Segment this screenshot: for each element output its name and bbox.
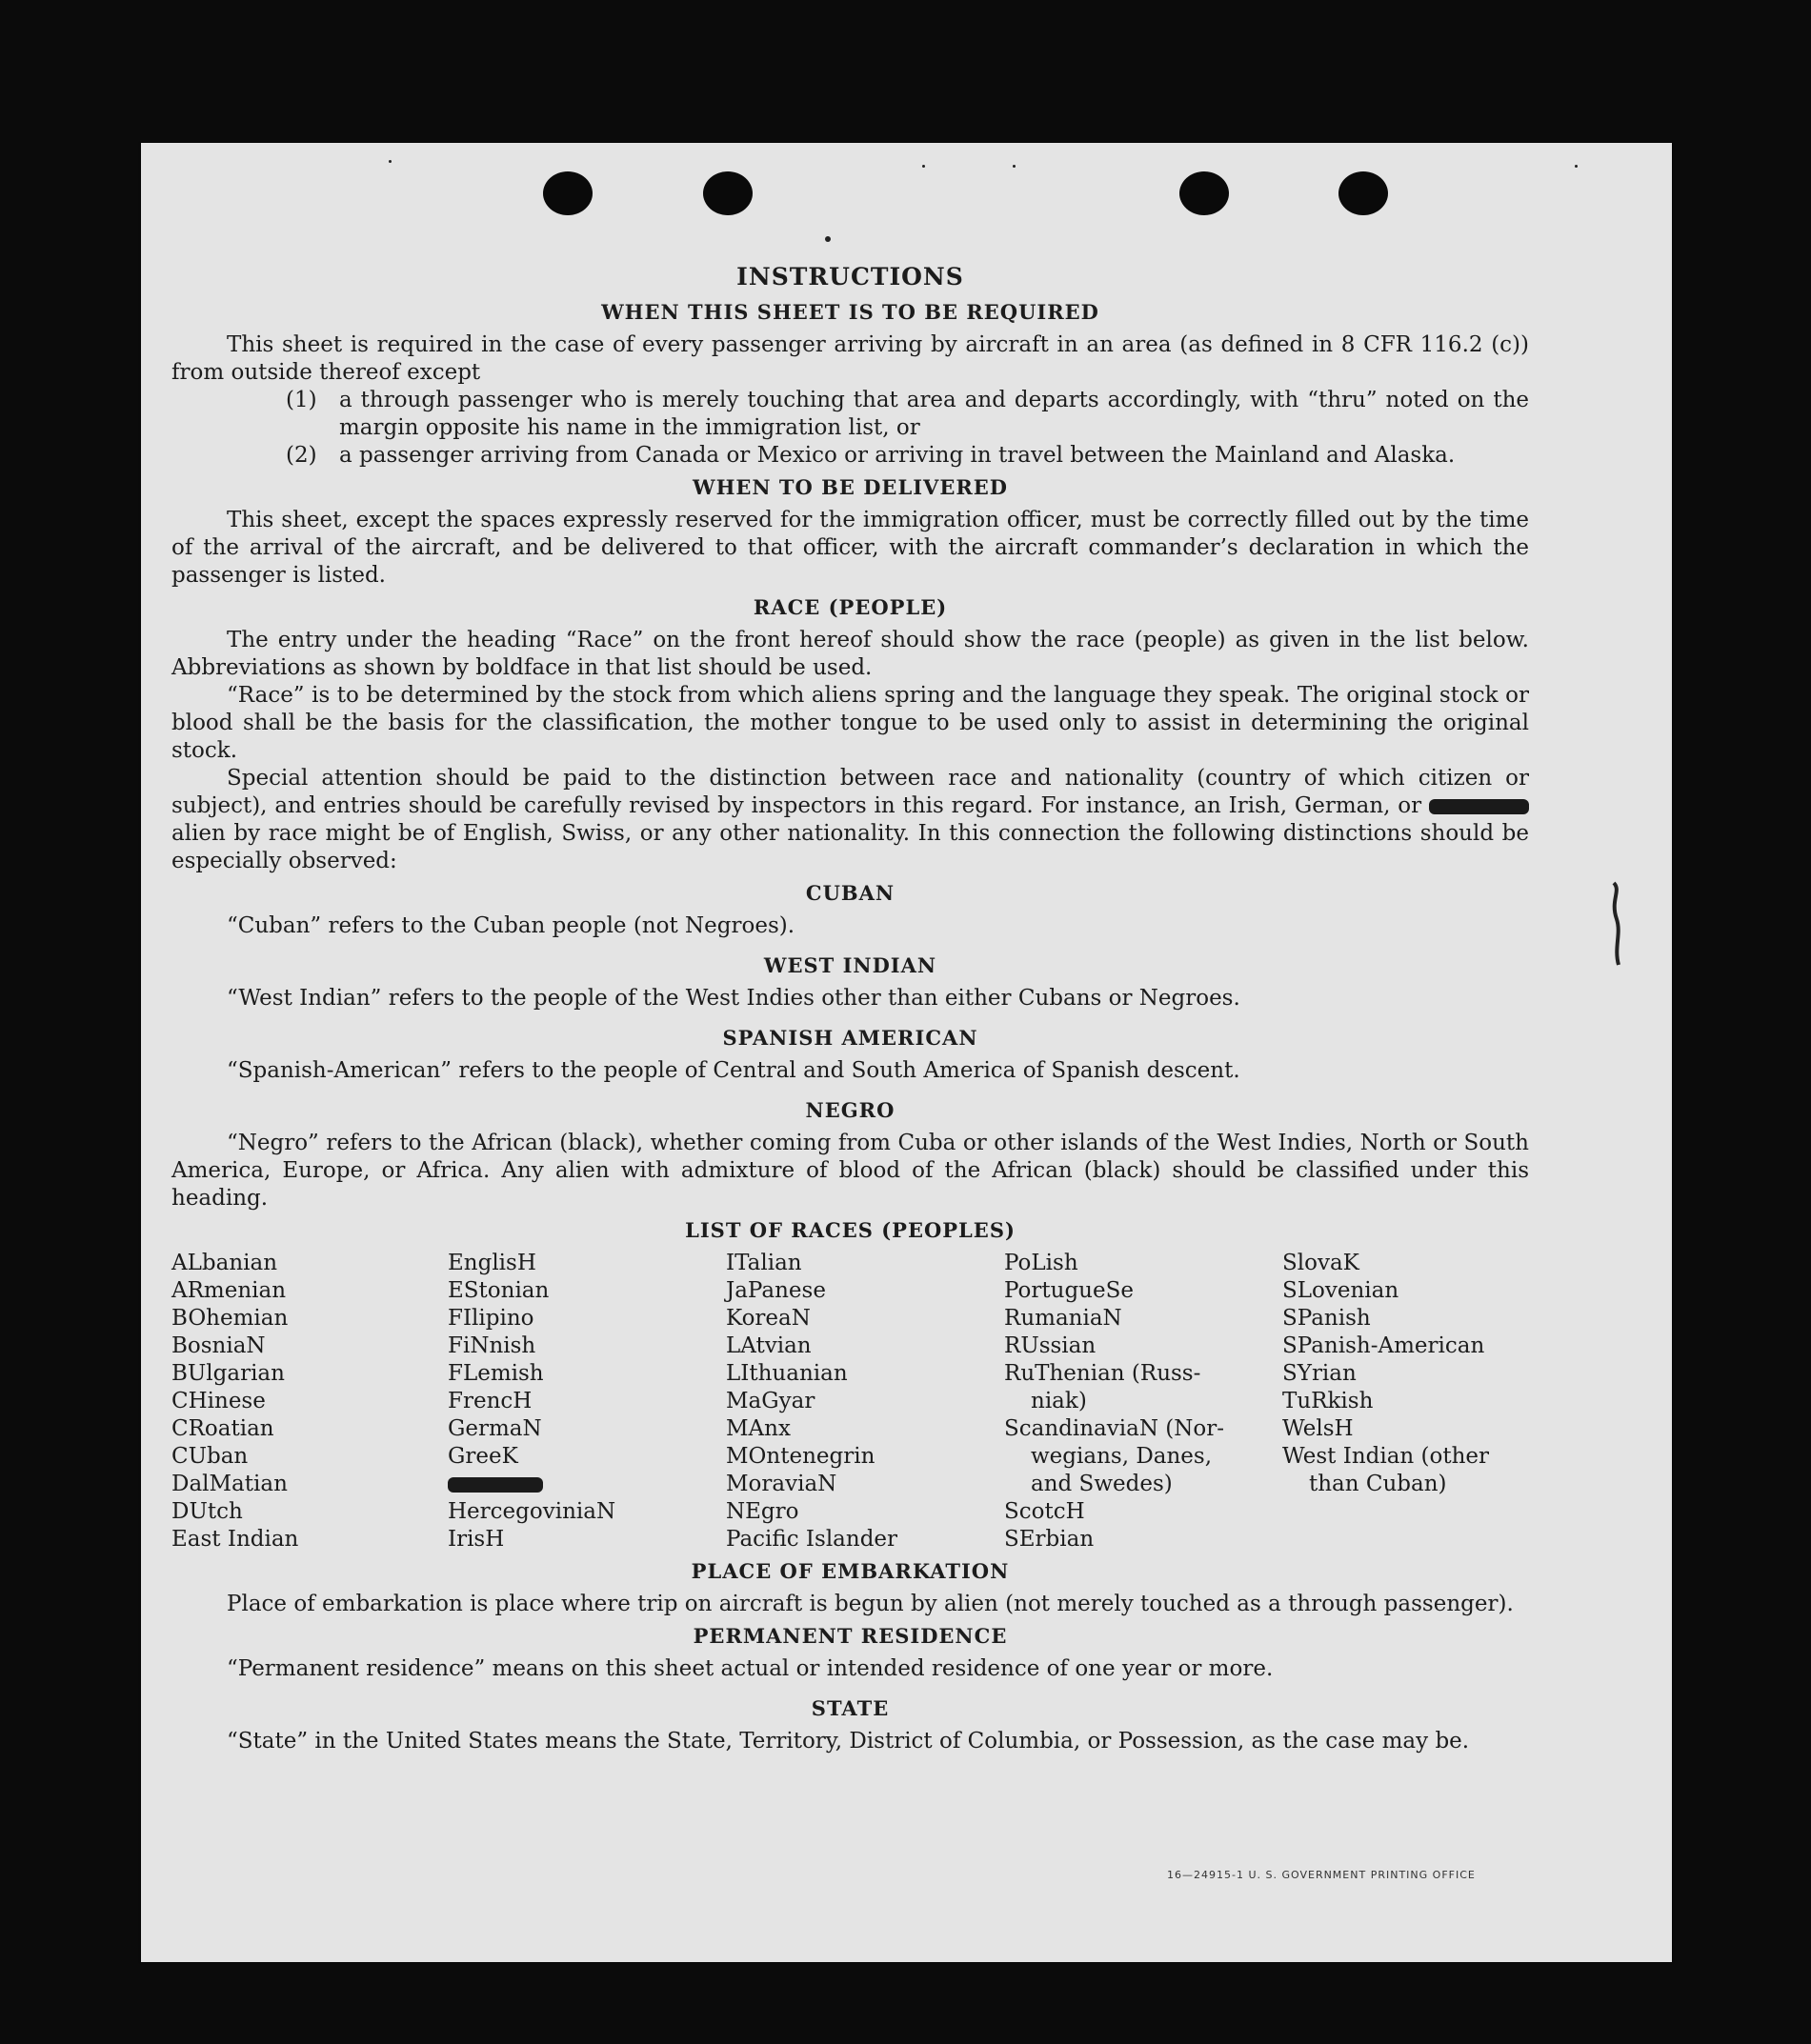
speck [825,236,831,242]
heading-cuban: CUBAN [805,881,895,905]
race-entry: SErbian [1004,1527,1095,1552]
race-entry: MoraviaN [726,1472,837,1496]
heading-permanent-residence: PERMANENT RESIDENCE [693,1624,1008,1648]
race-entry: ScandinaviaN (Nor- [1004,1416,1224,1441]
race-entry-continued: than Cuban) [1309,1472,1447,1496]
race-entry: BosniaN [171,1333,266,1358]
race-entry: RUssian [1004,1333,1097,1358]
punch-hole [1179,171,1229,215]
race-paragraph-3b: alien by race might be of English, Swiss, or any other nationality. In this connection the following distinctions should be especially observed: [171,821,1529,873]
race-entry: Pacific Islander [726,1527,898,1552]
required-intro: This sheet is required in the case of every passenger arriving by aircraft in an area (as defined in 8 CFR 116.2 (c)) from outside thereof except [171,332,1529,385]
race-entry: LIthuanian [726,1361,848,1386]
races-column [1282,1250,1520,1553]
speck [922,165,925,168]
race-entry: KoreaN [726,1306,811,1331]
document-body [171,257,1529,1755]
punch-hole [703,171,753,215]
race-entry-continued: niak) [1031,1389,1087,1413]
heading-delivered: WHEN TO BE DELIVERED [692,475,1008,499]
item-number: (1) [286,388,317,412]
heading-required: WHEN THIS SHEET IS TO BE REQUIRED [601,300,1099,324]
heading-embarkation: PLACE OF EMBARKATION [691,1559,1010,1583]
heading-spanish-american: SPANISH AMERICAN [722,1026,978,1050]
race-paragraph-1: The entry under the heading “Race” on the front hereof should show the race (people) as given in the list below. Abbreviations as shown by boldface in that list should be used. [171,628,1529,680]
race-entry: SLovenian [1282,1278,1399,1303]
west-indian-text: “West Indian” refers to the people of the West Indies other than either Cubans or Negroes. [227,986,1240,1011]
races-column [448,1250,726,1553]
race-entry: WelsH [1282,1416,1354,1441]
race-entry: ARmenian [171,1278,287,1303]
race-entry: ALbanian [171,1251,278,1275]
residence-text: “Permanent residence” means on this sheet actual or intended residence of one year or more. [227,1656,1274,1681]
list-item [286,442,1529,470]
item-text: a passenger arriving from Canada or Mexico or arriving in travel between the Mainland and Alaska. [339,443,1456,468]
race-entry: MaGyar [726,1389,815,1413]
redaction-mark [448,1477,543,1493]
race-entry: PoLish [1004,1251,1078,1275]
spanish-american-text: “Spanish-American” refers to the people of Central and South America of Spanish descent. [227,1058,1240,1083]
race-entry: GermaN [448,1416,542,1441]
heading-negro: NEGRO [805,1098,895,1122]
speck [1013,165,1016,168]
document-title: INSTRUCTIONS [736,263,964,291]
race-entry: CHinese [171,1389,266,1413]
race-entry: NEgro [726,1499,799,1524]
race-entry: EStonian [448,1278,550,1303]
race-entry: RumaniaN [1004,1306,1122,1331]
race-entry: FLemish [448,1361,544,1386]
punch-hole [543,171,593,215]
heading-west-indian: WEST INDIAN [763,953,937,977]
list-item [286,387,1529,442]
race-entry: GreeK [448,1444,518,1469]
redaction-mark [1429,799,1529,814]
race-entry: SYrian [1282,1361,1357,1386]
race-entry-continued: and Swedes) [1031,1472,1173,1496]
race-entry: BUlgarian [171,1361,285,1386]
item-number: (2) [286,443,317,468]
race-entry: East Indian [171,1527,299,1552]
heading-state: STATE [811,1696,890,1720]
race-entry: LAtvian [726,1333,812,1358]
races-column [171,1250,448,1553]
race-entry: JaPanese [726,1278,826,1303]
race-entry: RuThenian (Russ- [1004,1361,1201,1386]
race-entry: MOntenegrin [726,1444,875,1469]
race-entry: SPanish [1282,1306,1371,1331]
negro-text: “Negro” refers to the African (black), whether coming from Cuba or other islands of the West Indies, North or South America, Europe, or Africa. Any alien with admixture of blood of the African (black) should be classified under this heading. [171,1131,1529,1211]
race-entry: IrisH [448,1527,505,1552]
heading-race: RACE (PEOPLE) [753,595,948,619]
speck [1575,165,1578,168]
race-entry: SlovaK [1282,1251,1359,1275]
speck [389,160,392,163]
delivered-text: This sheet, except the spaces expressly reserved for the immigration officer, must be correctly filled out by the time of the arrival of the aircraft, and be delivered to that officer, with the aircraft commander’s declaration in which the passenger is listed. [171,508,1529,588]
redacted-entry [448,1471,726,1498]
race-paragraph-3 [171,765,1529,875]
race-entry: CRoatian [171,1416,274,1441]
printer-imprint: 16—24915-1 U. S. GOVERNMENT PRINTING OFFICE [1167,1869,1476,1881]
race-entry: West Indian (other [1282,1444,1490,1469]
races-list [171,1250,1529,1553]
race-entry: BOhemian [171,1306,289,1331]
race-entry: DUtch [171,1499,243,1524]
race-entry: MAnx [726,1416,791,1441]
race-entry: SPanish-American [1282,1333,1485,1358]
cuban-text: “Cuban” refers to the Cuban people (not Negroes). [227,913,795,938]
race-paragraph-2: “Race” is to be determined by the stock from which aliens spring and the language they speak. The original stock or blood shall be the basis for the classification, the mother tongue to be used only to assist in determining the original stock. [171,683,1529,763]
heading-list-of-races: LIST OF RACES (PEOPLES) [685,1218,1016,1242]
race-entry: EnglisH [448,1251,536,1275]
race-entry: ITalian [726,1251,802,1275]
race-entry: FIlipino [448,1306,534,1331]
race-entry: ScotcH [1004,1499,1085,1524]
race-entry: DalMatian [171,1472,288,1496]
race-entry: TuRkish [1282,1389,1374,1413]
item-text: a through passenger who is merely touching that area and departs accordingly, with “thru” noted on the margin opposite his name in the immigration list, or [339,388,1529,440]
punch-hole [1338,171,1388,215]
staple-mark [1608,881,1625,967]
race-entry: PortugueSe [1004,1278,1134,1303]
races-column [1004,1250,1282,1553]
races-column [726,1250,1004,1553]
race-entry: CUban [171,1444,249,1469]
embarkation-text: Place of embarkation is place where trip on aircraft is begun by alien (not merely touched as a through passenger). [227,1592,1514,1616]
state-text: “State” in the United States means the State, Territory, District of Columbia, or Possession, as the case may be. [227,1729,1470,1753]
race-paragraph-3a: Special attention should be paid to the distinction between race and nationality (country of which citizen or subject), and entries should be carefully revised by inspectors in this regard. For instance, an Irish, German, or [171,766,1529,818]
race-entry: FrencH [448,1389,533,1413]
race-entry: HercegoviniaN [448,1499,616,1524]
race-entry: FiNnish [448,1333,536,1358]
race-entry-continued: wegians, Danes, [1031,1444,1213,1469]
